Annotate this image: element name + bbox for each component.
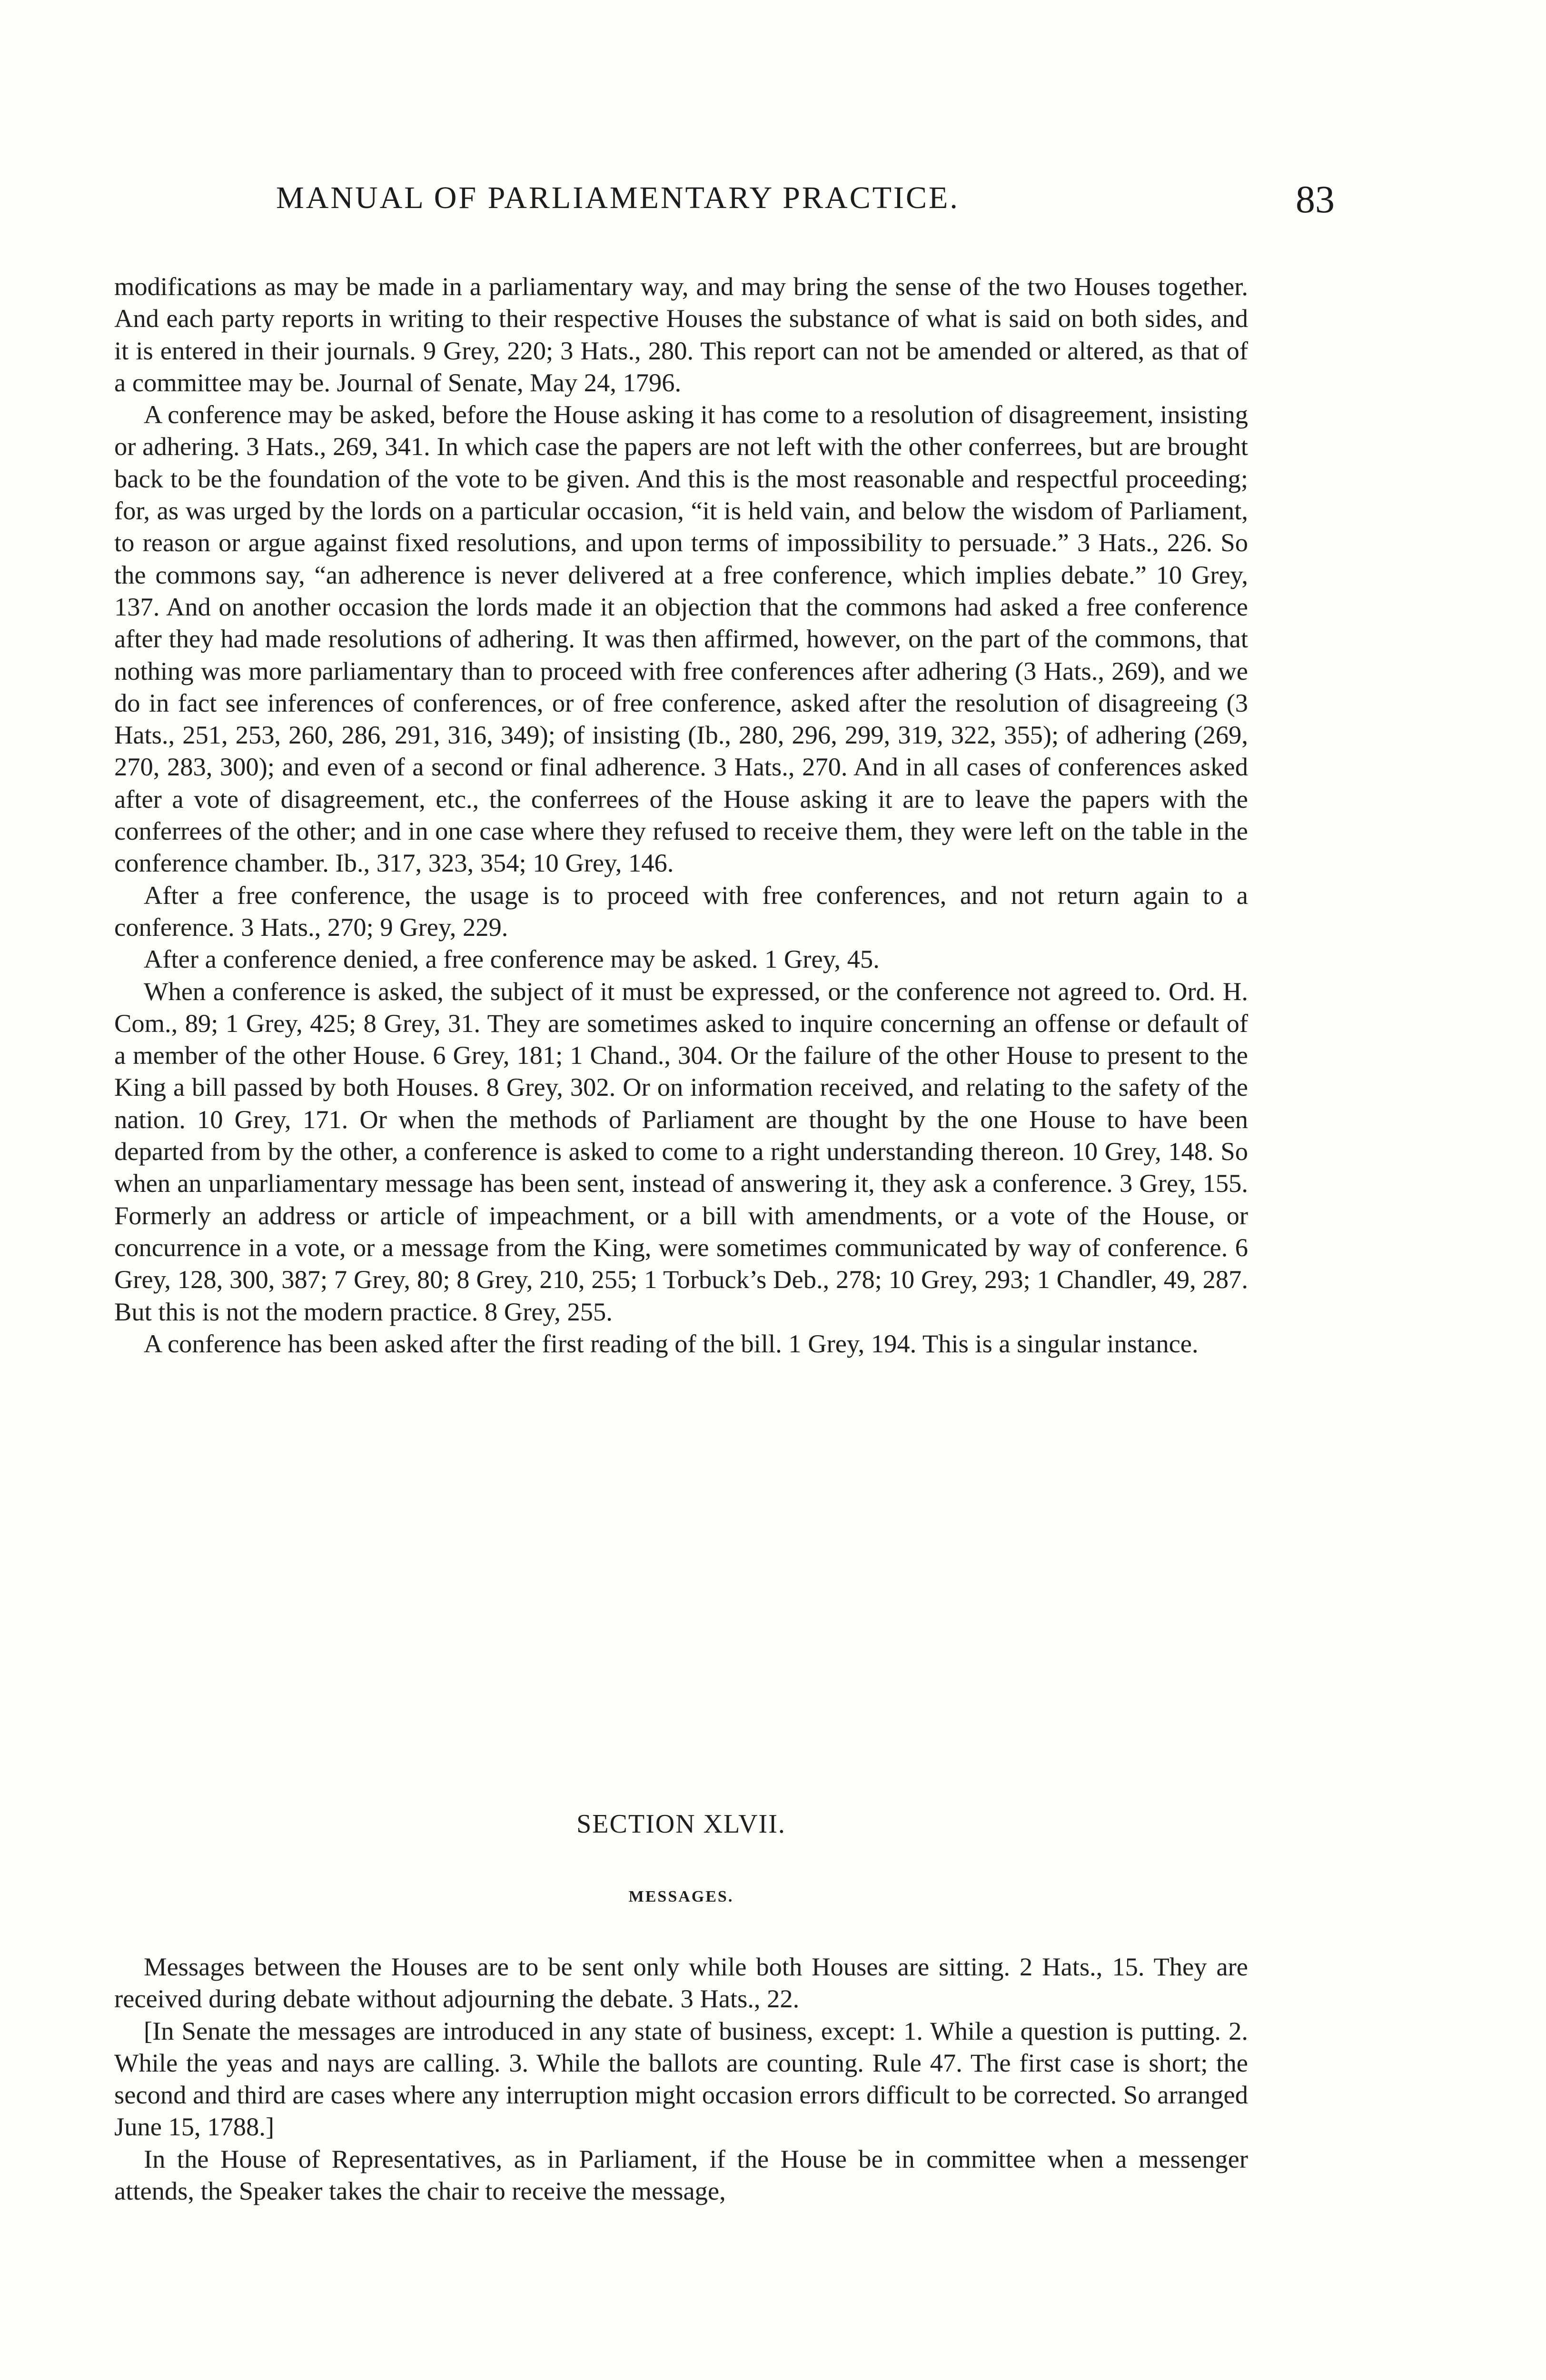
paragraph: After a conference denied, a free conference may be asked. 1 Grey, 45.	[144, 944, 880, 974]
paragraph: When a conference is asked, the subject of it must be expressed, or the conference not agreed to. Ord. H. Com., 89; 1 Grey, 425; 8 Grey, 31. They are sometimes asked to inquire concerning an offense or default of a member of the other House. 6 Grey, 181; 1 Chand., 304. Or the failure of the other House to present to the King a bill passed by both Houses. 8 Grey, 302. Or on information received, and relating to the safety of the nation. 10 Grey, 171. Or when the methods of Parliament are thought by the one House to have been departed from by the other, a conference is asked to come to a right understanding thereon. 10 Grey, 148. So when an unparliamentary message has been sent, instead of answering it, they ask a conference. 3 Grey, 155. Formerly an address or article of impeachment, or a bill with amendments, or a vote of the House, or concurrence in a vote, or a message from the King, were sometimes communicated by way of conference. 6 Grey, 128, 300, 387; 7 Grey, 80; 8 Grey, 210, 255; 1 Torbuck’s Deb., 278; 10 Grey, 293; 1 Chandler, 49, 287. But this is not the modern practice. 8 Grey, 255.	[114, 976, 1248, 1326]
paragraph: After a free conference, the usage is to proceed with free conferences, and not return again to a conference. 3 Hats., 270; 9 Grey, 229.	[114, 880, 1248, 942]
section-heading: SECTION XLVII.	[576, 1809, 786, 1839]
lower-text-block	[114, 1951, 1248, 2207]
paragraph: Messages between the Houses are to be sent only while both Houses are sitting. 2 Hats., 15. They are received during debate without adjourning the debate. 3 Hats., 22.	[114, 1952, 1248, 2013]
paragraph: A conference has been asked after the first reading of the bill. 1 Grey, 194. This is a singular instance.	[144, 1329, 1199, 1358]
page-number: 83	[1296, 178, 1335, 221]
bracketed-paragraph: [In Senate the messages are introduced in any state of business, except: 1. While a question is putting. 2. While the yeas and nays are calling. 3. While the ballots are counting. Rule 47. The first case is short; the second and third are cases where any interruption might occasion errors difficult to be corrected. So arranged June 15, 1788.]	[114, 2016, 1248, 2142]
upper-text-block	[114, 270, 1248, 1359]
running-title: MANUAL OF PARLIAMENTARY PRACTICE.	[276, 180, 960, 215]
paragraph: A conference may be asked, before the House asking it has come to a resolution of disagreement, insisting or adhering. 3 Hats., 269, 341. In which case the papers are not left with the other conferrees, but are brought back to be the foundation of the vote to be given. And this is the most reasonable and respectful proceeding; for, as was urged by the lords on a particular occasion, “it is held vain, and below the wisdom of Parliament, to reason or argue against fixed resolutions, and upon terms of impossibility to persuade.” 3 Hats., 226. So the commons say, “an adherence is never delivered at a free conference, which implies debate.” 10 Grey, 137. And on another occasion the lords made it an objection that the commons had asked a free conference after they had made resolutions of adhering. It was then affirmed, however, on the part of the commons, that nothing was more parliamentary than to proceed with free conferences after adhering (3 Hats., 269), and we do in fact see inferences of conferences, or of free conference, asked after the resolution of disagreeing (3 Hats., 251, 253, 260, 286, 291, 316, 349); of insisting (Ib., 280, 296, 299, 319, 322, 355); of adhering (269, 270, 283, 300); and even of a second or final adherence. 3 Hats., 270. And in all cases of conferences asked after a vote of disagreement, etc., the conferrees of the House asking it are to leave the papers with the conferrees of the other; and in one case where they refused to receive them, they were left on the table in the conference chamber. Ib., 317, 323, 354; 10 Grey, 146.	[114, 400, 1248, 878]
section-subheading: MESSAGES.	[628, 1888, 734, 1905]
paragraph: In the House of Representatives, as in Parliament, if the House be in committee when a messenger attends, the Speaker takes the chair to receive the message,	[114, 2144, 1248, 2206]
paragraph-continued: modifications as may be made in a parliamentary way, and may bring the sense of the two Houses together. And each party reports in writing to their respective Houses the substance of what is said on both sides, and it is entered in their journals. 9 Grey, 220; 3 Hats., 280. This report can not be amended or altered, as that of a committee may be. Journal of Senate, May 24, 1796.	[114, 272, 1248, 397]
